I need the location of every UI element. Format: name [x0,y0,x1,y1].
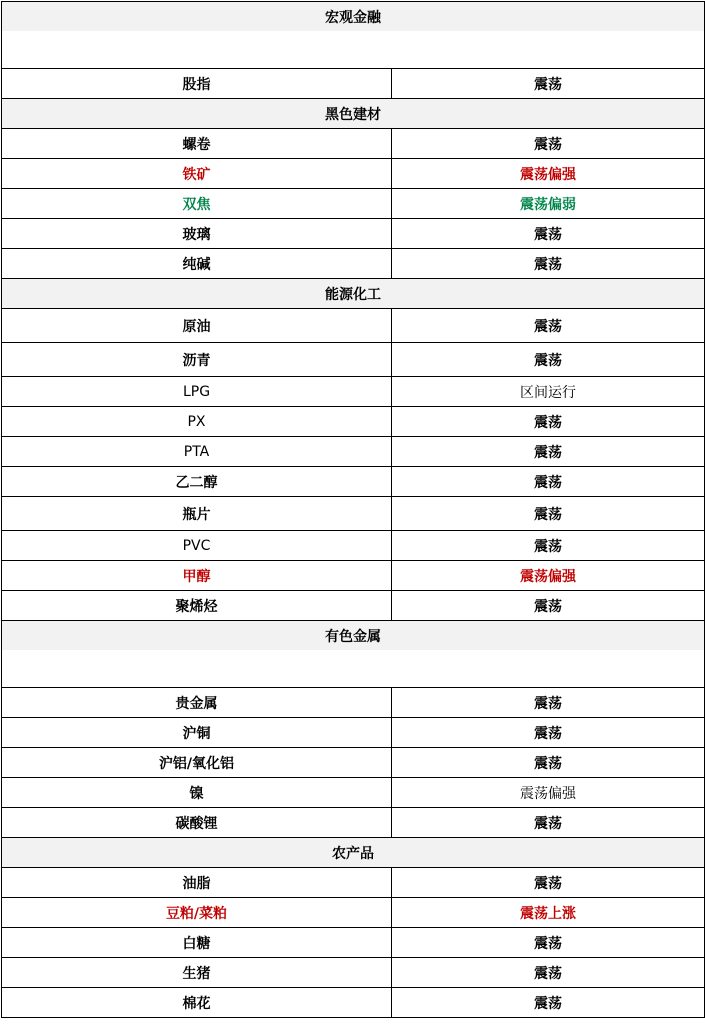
commodity-name: 豆粕/菜粕 [2,898,392,928]
commodity-view: 区间运行 [392,377,705,407]
commodity-view: 震荡 [392,748,705,778]
commodity-view: 震荡 [392,309,705,343]
commodity-view: 震荡 [392,868,705,898]
commodity-name: 原油 [2,309,392,343]
commodity-name: 甲醇 [2,561,392,591]
commodity-view: 震荡 [392,343,705,377]
section-title: 有色金属 [2,621,705,651]
commodity-view: 震荡 [392,69,705,99]
table-row [2,958,705,988]
table-row [2,189,705,219]
commodity-view: 震荡 [392,591,705,621]
commodity-name: 沪铝/氧化铝 [2,748,392,778]
section-header [2,2,705,32]
commodity-view: 震荡 [392,928,705,958]
commodity-view: 震荡 [392,249,705,279]
commodity-name: PVC [2,531,392,561]
table-row [2,437,705,467]
table-row [2,808,705,838]
commodity-name: 纯碱 [2,249,392,279]
commodity-name: 沥青 [2,343,392,377]
section-note-cell [2,31,705,69]
table-row [2,407,705,437]
table-row [2,69,705,99]
section-title: 能源化工 [2,279,705,309]
commodity-name: 白糖 [2,928,392,958]
commodity-name: LPG [2,377,392,407]
table-row [2,928,705,958]
table-row [2,778,705,808]
table-row [2,249,705,279]
table-row [2,718,705,748]
commodity-view: 震荡 [392,688,705,718]
table-row [2,309,705,343]
commodity-view: 震荡 [392,219,705,249]
commodity-name: 油脂 [2,868,392,898]
section-header [2,838,705,868]
commodity-name: 贵金属 [2,688,392,718]
market-view-table-container [1,1,704,1018]
table-row [2,467,705,497]
commodity-name: 沪铜 [2,718,392,748]
commodity-name: 瓶片 [2,497,392,531]
table-row [2,561,705,591]
section-title: 宏观金融 [2,2,705,32]
commodity-view: 震荡上涨 [392,898,705,928]
commodity-name: PX [2,407,392,437]
commodity-view: 震荡 [392,531,705,561]
table-row [2,219,705,249]
commodity-name: 碳酸锂 [2,808,392,838]
commodity-view: 震荡 [392,958,705,988]
commodity-view: 震荡 [392,467,705,497]
commodity-view: 震荡 [392,808,705,838]
commodity-name: 乙二醇 [2,467,392,497]
commodity-name: 螺卷 [2,129,392,159]
commodity-name: 铁矿 [2,159,392,189]
table-row [2,159,705,189]
commodity-name: 生猪 [2,958,392,988]
commodity-view: 震荡偏强 [392,159,705,189]
commodity-view: 震荡 [392,407,705,437]
commodity-name: 双焦 [2,189,392,219]
section-header [2,621,705,651]
section-title: 黑色建材 [2,99,705,129]
table-body [2,2,705,1018]
table-row [2,377,705,407]
table-row [2,591,705,621]
commodity-name: 棉花 [2,988,392,1018]
table-row [2,531,705,561]
commodity-view: 震荡 [392,437,705,467]
commodity-name: PTA [2,437,392,467]
commodity-view: 震荡偏强 [392,778,705,808]
section-title: 农产品 [2,838,705,868]
table-row [2,748,705,778]
commodity-name: 玻璃 [2,219,392,249]
table-row [2,868,705,898]
commodity-view: 震荡偏弱 [392,189,705,219]
table-row [2,129,705,159]
commodity-view: 震荡 [392,129,705,159]
section-header [2,99,705,129]
commodity-view: 震荡 [392,497,705,531]
table-row [2,988,705,1018]
table-row [2,497,705,531]
market-view-table [1,1,705,1018]
table-row [2,343,705,377]
commodity-view: 震荡偏强 [392,561,705,591]
table-row [2,898,705,928]
section-note-row [2,650,705,688]
commodity-view: 震荡 [392,988,705,1018]
section-note-cell [2,650,705,688]
commodity-view: 震荡 [392,718,705,748]
commodity-name: 镍 [2,778,392,808]
section-note-row [2,31,705,69]
commodity-name: 股指 [2,69,392,99]
commodity-name: 聚烯烃 [2,591,392,621]
table-row [2,688,705,718]
section-header [2,279,705,309]
